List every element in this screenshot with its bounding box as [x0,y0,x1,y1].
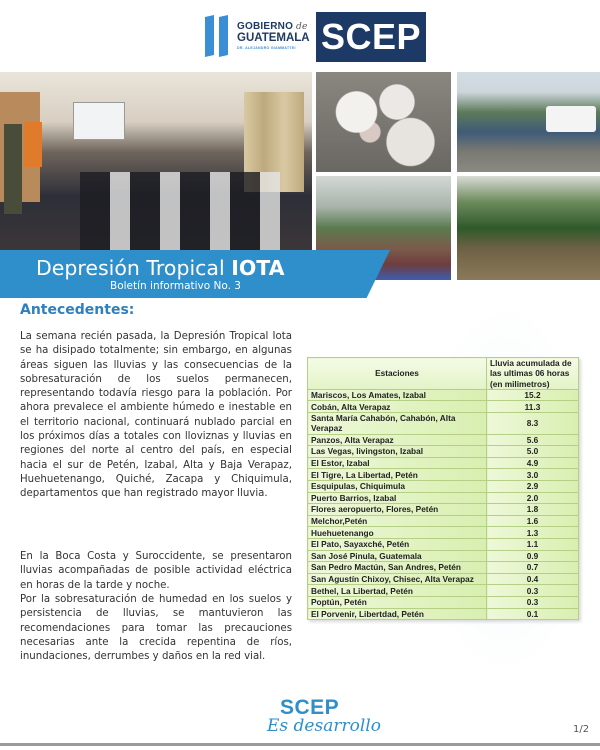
table-row [308,562,579,574]
gob-line2: GUATEMALA [237,32,310,44]
rainfall-cell: 4.9 [487,457,579,469]
station-cell: Las Vegas, livingston, Izabal [308,446,487,458]
footer-scep-logo: SCEP [280,696,340,719]
station-cell: El Pato, Sayaxché, Petén [308,539,487,551]
station-cell: Esquipulas, Chiquimula [308,481,487,493]
rainfall-cell: 0.4 [487,573,579,585]
loading-truck-photo [457,72,600,172]
rainfall-cell: 5.0 [487,446,579,458]
rainfall-cell: 1.1 [487,539,579,551]
table-row [308,401,579,413]
station-cell: Huehuetenango [308,527,487,539]
station-cell: Melchor,Petén [308,515,487,527]
title-bold: IOTA [231,256,285,280]
table-row [308,573,579,585]
rainfall-cell: 0.1 [487,608,579,620]
table-row [308,527,579,539]
paragraph-3: Por la sobresaturación de humedad en los suelos y persistencia de lluvias, se mantuvieron las recomendaciones para tomar las precauciones necesarias ante la crecida repentina de ríos, inundaciones, derrumbes y daños en la red vial. [20,594,292,663]
gob-line1: GOBIERNO [237,21,294,32]
table-row [308,585,579,597]
station-cell: Poptún, Petén [308,596,487,608]
station-cell: San Agustín Chixoy, Chisec, Alta Verapaz [308,573,487,585]
table-row [308,492,579,504]
rainfall-cell: 0.7 [487,562,579,574]
table-row [308,446,579,458]
footer-tagline: Es desarrollo [267,716,381,736]
station-cell: Flores aeropuerto, Flores, Petén [308,504,487,516]
table-row [308,515,579,527]
station-cell: Santa María Cahabón, Cahabón, Alta Verapaz [308,413,487,435]
rainfall-cell: 0.3 [487,585,579,597]
station-cell: San Pedro Mactún, San Andres, Petén [308,562,487,574]
header-stations: Estaciones [308,358,487,390]
title-regular: Depresión Tropical [36,256,232,280]
paragraph-2: En la Boca Costa y Suroccidente, se presentaron lluvias acompañadas de posible actividad eléctrica en horas de la tarde y noche. [20,551,292,591]
rainfall-cell: 5.6 [487,434,579,446]
station-cell: Bethel, La Libertad, Petén [308,585,487,597]
rainfall-cell: 2.0 [487,492,579,504]
bulletin-subtitle: Boletín informativo No. 3 [110,280,241,292]
rainfall-cell: 0.3 [487,596,579,608]
header-rainfall: Lluvia acumulada de las ultimas 06 horas (en milimetros) [487,358,579,390]
table-header-row [308,358,579,390]
table-row [308,481,579,493]
rainfall-cell: 2.9 [487,481,579,493]
station-cell: Puerto Barrios, Izabal [308,492,487,504]
rainfall-cell: 1.8 [487,504,579,516]
station-cell: Cobán, Alta Verapaz [308,401,487,413]
gob-line3: DR. ALEJANDRO GIAMMATTEI [237,45,296,50]
rainfall-cell: 11.3 [487,401,579,413]
gobierno-guatemala-logo [205,14,320,58]
rainfall-cell: 1.6 [487,515,579,527]
gobierno-bars-icon [205,16,231,56]
photo-collage [0,70,600,280]
aid-bags-photo [316,72,451,172]
rainfall-table [307,357,579,620]
table-row [308,389,579,401]
table-row [308,504,579,516]
table-row [308,413,579,435]
station-cell: San José Pinula, Guatemala [308,550,487,562]
table-row [308,434,579,446]
bulletin-title [36,256,285,280]
station-cell: El Tigre, La Libertad, Petén [308,469,487,481]
meeting-photo [0,72,312,250]
rainfall-cell: 1.3 [487,527,579,539]
flooded-river-photo [457,176,600,280]
table-row [308,550,579,562]
station-cell: El Porvenir, Libertdad, Petén [308,608,487,620]
paragraph-1: La semana recién pasada, la Depresión Tropical Iota se ha disipado totalmente; sin embargo, en algunas áreas siguen las lluvias y las consecuencias de la sobresaturación de los suelos permanecen, representando todavía riesgo para la población. Por ahora prevalece el ambiente húmedo e inestable en el territorio nacional, continuará nublado parcial en los próximos días a totales con lloviznas y lluvias en regiones del norte al centro del país, en especial hacia el sur de Petén, Izabal, Alta y Baja Verapaz, Huehuetenango, Quiché, Zacapa y Chiquimula, departamentos que han registrado mayor lluvia. [20,331,292,500]
footer-divider [0,743,600,746]
table-row [308,608,579,620]
station-cell: Panzos, Alta Verapaz [308,434,487,446]
table-row [308,596,579,608]
page-number: 1/2 [573,724,590,735]
table-row [308,457,579,469]
scep-logo: SCEP [316,12,426,62]
table-row [308,539,579,551]
rainfall-cell: 0.9 [487,550,579,562]
rainfall-cell: 3.0 [487,469,579,481]
section-title: Antecedentes: [20,302,135,318]
station-cell: Mariscos, Los Amates, Izabal [308,389,487,401]
rainfall-cell: 8.3 [487,413,579,435]
station-cell: El Estor, Izabal [308,457,487,469]
table-row [308,469,579,481]
rainfall-cell: 15.2 [487,389,579,401]
gob-line1-suffix: de [296,22,308,32]
header [0,0,600,68]
